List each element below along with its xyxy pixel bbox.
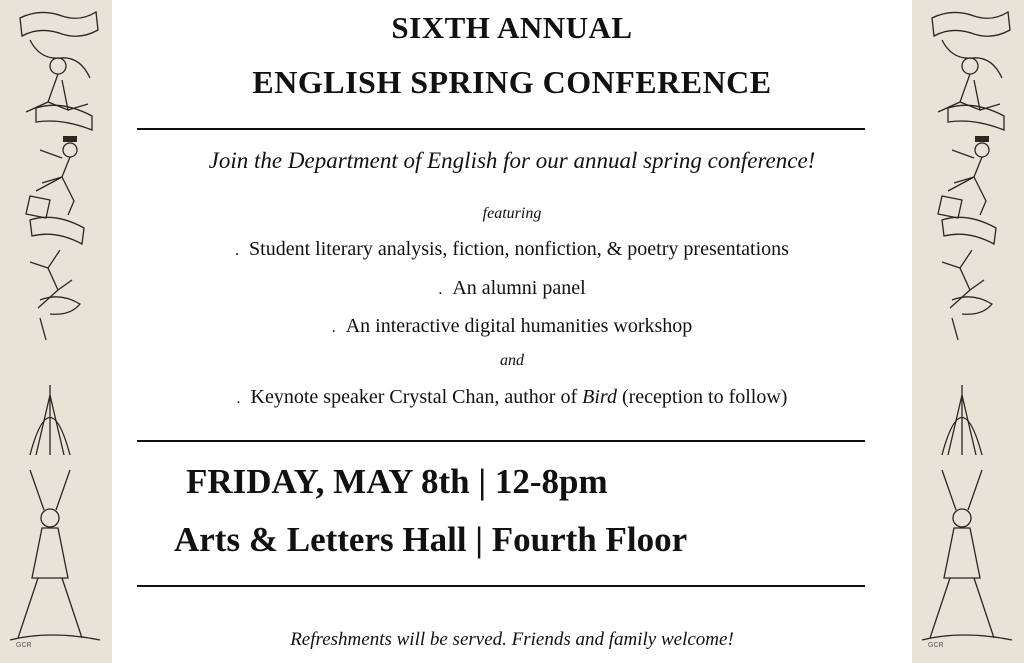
artist-signature: GCR: [16, 642, 32, 649]
flyer-content: [112, 0, 912, 663]
keynote-text: Keynote speaker Crystal Chan, author of: [250, 386, 583, 408]
title-line-1: SIXTH ANNUAL: [391, 10, 633, 45]
divider: [137, 440, 865, 442]
feature-item: [112, 315, 912, 338]
left-illustration: [0, 0, 112, 663]
feature-item-text: Student literary analysis, fiction, nonfiction, & poetry presentations: [249, 238, 789, 260]
event-date-time: FRIDAY, MAY 8th | 12-8pm: [186, 462, 608, 501]
bullet: .: [438, 281, 443, 298]
featuring-label: featuring: [482, 205, 542, 222]
divider: [137, 128, 865, 130]
invitation-text: Join the Department of English for our annual spring conference!: [208, 148, 816, 173]
feature-item: [112, 238, 912, 261]
feature-item-text: An alumni panel: [452, 277, 586, 299]
artist-signature: GCR: [928, 642, 944, 649]
bullet: .: [235, 242, 240, 259]
title-line-2: ENGLISH SPRING CONFERENCE: [252, 64, 772, 100]
right-illustration: [912, 0, 1024, 663]
bullet: .: [236, 390, 241, 407]
feature-item-text: An interactive digital humanities workshop: [345, 315, 693, 337]
keynote-reception: (reception to follow): [616, 386, 788, 408]
divider: [137, 585, 865, 587]
footer-note: Refreshments will be served. Friends and family welcome!: [290, 629, 734, 650]
feature-item: [112, 277, 912, 300]
and-label: and: [500, 352, 524, 369]
event-location: Arts & Letters Hall | Fourth Floor: [174, 520, 688, 559]
keynote-item: [112, 386, 912, 409]
figures-illustration: [912, 0, 1024, 663]
bullet: .: [331, 319, 336, 336]
figures-illustration: [0, 0, 112, 663]
book-title: Bird: [582, 386, 617, 408]
